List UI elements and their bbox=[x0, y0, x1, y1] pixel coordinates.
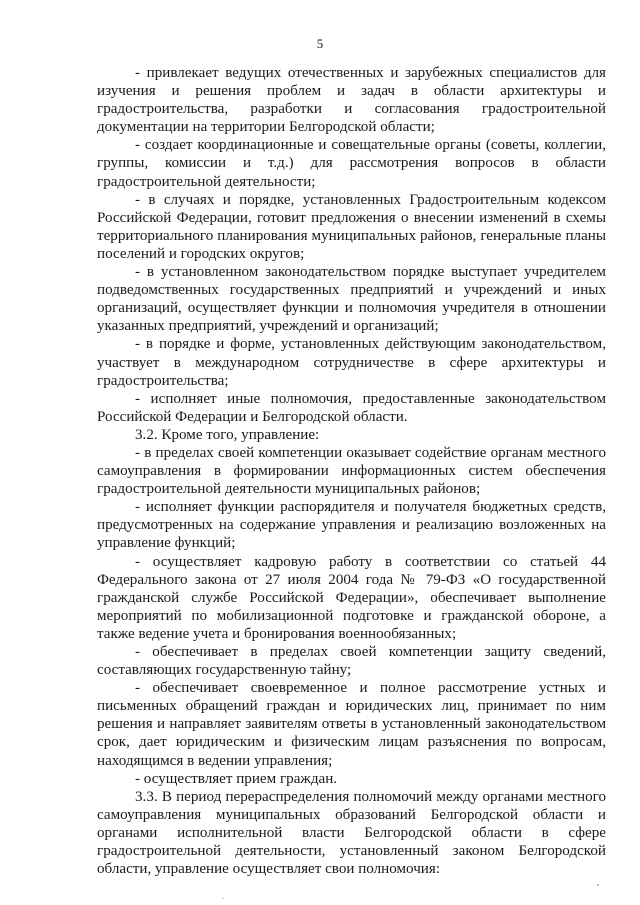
paragraph-12: - обеспечивает своевременное и полное рассмотрение устных и письменных обращений граждан и юридических лиц, принимает по ним решения и направляет заявителям ответы в установленный законодательством срок, дает юридическим и физическим лицам разъяснения по вопросам, находящимся в ведении управления; bbox=[97, 680, 606, 769]
paragraph-5: - в порядке и форме, установленных действующим законодательством, участвует в международном сотрудничестве в сфере архитектуры и градостроительства; bbox=[97, 336, 606, 389]
document-body bbox=[97, 64, 606, 878]
section-paragraph-3-3: 3.3. В период перераспределения полномочий между органами местного самоуправления муниципальных образований Белгородской области и органами исполнительной власти Белгородской области в сфере градостроительной деятельности, установленный законом Белгородской области, управление осуществляет свои полномочия: bbox=[97, 788, 606, 878]
paragraph-8: - в пределах своей компетенции оказывает содействие органам местного самоуправления в формировании информационных систем обеспечения градостроительной деятельности муниципальных районов; bbox=[97, 444, 606, 498]
paragraph-2: - создает координационные и совещательные органы (советы, коллегии, группы, комиссии и т.д.) для рассмотрения вопросов в области градостроительной деятельности; bbox=[97, 137, 606, 190]
paragraph-9: - исполняет функции распорядителя и получателя бюджетных средств, предусмотренных на содержание управления и реализацию возложенных на управление функций; bbox=[97, 499, 606, 552]
paragraph-11: - обеспечивает в пределах своей компетенции защиту сведений, составляющих государственную тайну; bbox=[97, 644, 606, 679]
paragraph-4: - в установленном законодательством порядке выступает учредителем подведомственных государственных предприятий и учреждений и иных организаций, осуществляет функции и полномочия учредителя в отношении указанных предприятий, учреждений и организаций; bbox=[97, 264, 606, 335]
scan-speck bbox=[597, 884, 599, 886]
paragraph-1: - привлекает ведущих отечественных и зарубежных специалистов для изучения и решения проблем и задач в области архитектуры и градостроительства, разработки и согласования градостроительной документации на территории Белгородской области; bbox=[97, 65, 606, 136]
paragraph-6: - исполняет иные полномочия, предоставленные законодательством Российской Федерации и Белгородской области. bbox=[97, 390, 606, 425]
paragraph-3: - в случаях и порядке, установленных Градостроительным кодексом Российской Федерации, готовит предложения о внесении изменений в схемы территориального планирования муниципальных районов, генеральные планы поселений и городских округов; bbox=[97, 191, 606, 262]
scan-speck bbox=[222, 898, 224, 899]
paragraph-10: - осуществляет кадровую работу в соответствии со статьей 44 Федерального закона от 27 июля 2004 года № 79-ФЗ «О государственной гражданской службе Российской Федерации», обеспечивает выполнение мероприятий по мобилизационной подготовке и гражданской обороне, а также ведение учета и бронирования военнообязанных; bbox=[97, 553, 606, 642]
section-heading-3-2: 3.2. Кроме того, управление: bbox=[135, 426, 320, 443]
paragraph-13: - осуществляет прием граждан. bbox=[135, 770, 338, 787]
page-number: 5 bbox=[316, 36, 324, 51]
